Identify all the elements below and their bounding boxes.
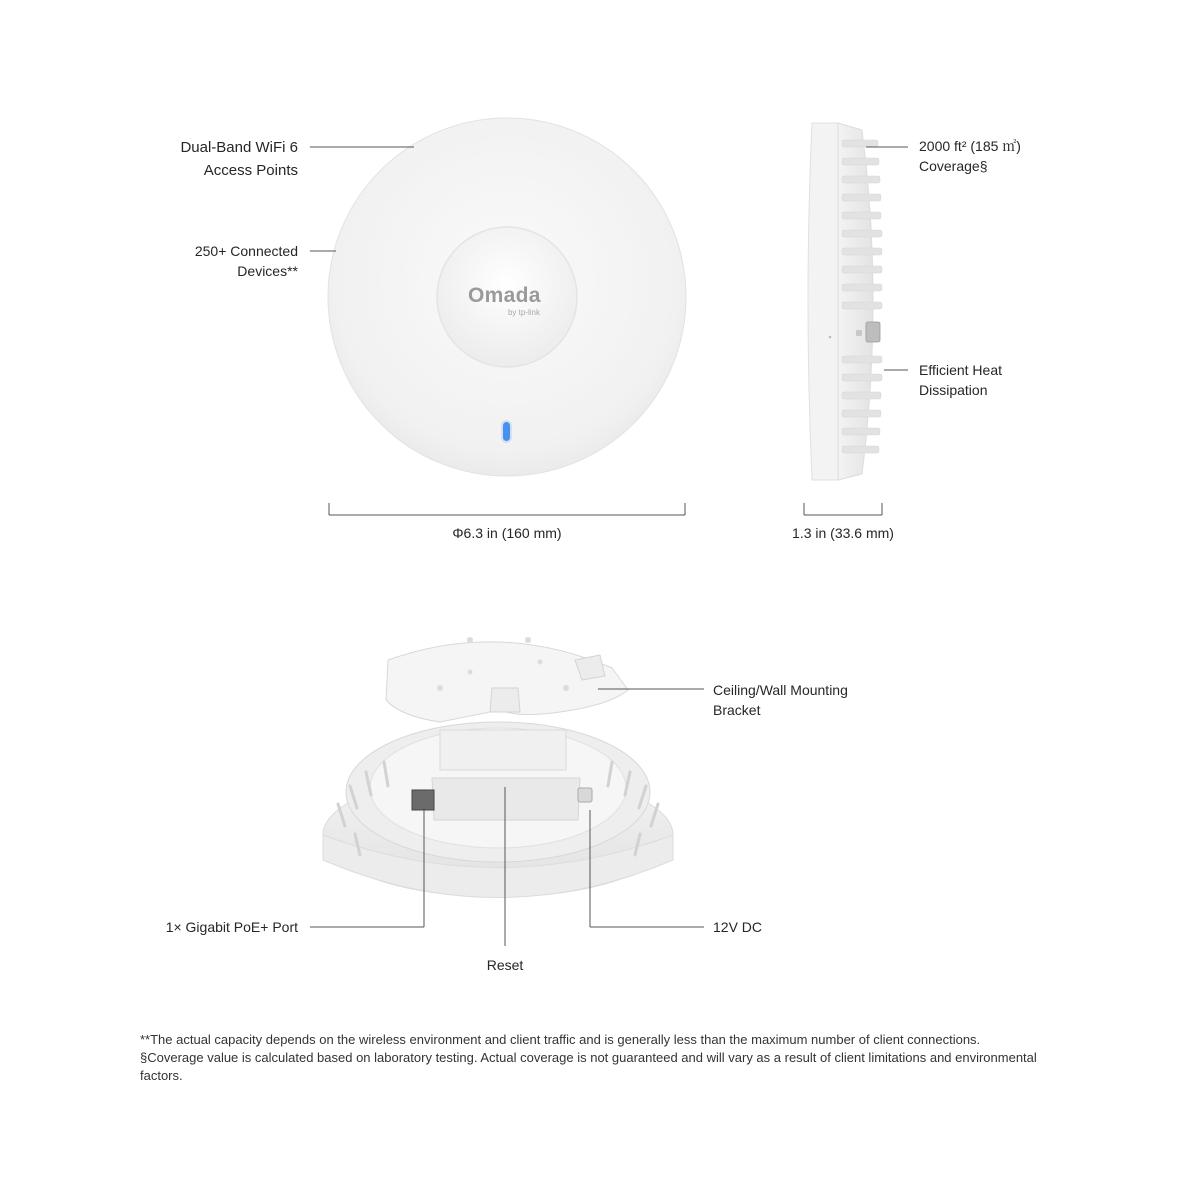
label-dc: 12V DC [713, 919, 763, 935]
label-wifi6-line1: Dual-Band WiFi 6 [180, 139, 298, 156]
label-poe: 1× Gigabit PoE+ Port [165, 919, 298, 935]
label-wifi6 [140, 136, 298, 182]
label-coverage-line1: 2000 ft² (185 ㎡) [919, 138, 1021, 154]
label-thickness: 1.3 in (33.6 mm) [792, 525, 894, 541]
label-diameter: Φ6.3 in (160 mm) [452, 525, 562, 541]
label-bracket-line2: Bracket [713, 702, 761, 718]
label-devices-line1: 250+ Connected [194, 243, 298, 259]
footnote-coverage: §Coverage value is calculated based on laboratory testing. Actual coverage is not guaranteed and will vary as a result of client limitations and environmental factors. [140, 1050, 1037, 1083]
label-bracket [713, 680, 933, 720]
label-heat-line1: Efficient Heat [919, 362, 1003, 378]
label-devices [140, 241, 298, 281]
label-heat [919, 360, 1119, 400]
label-wifi6-line2: Access Points [203, 162, 298, 179]
footnote-capacity: **The actual capacity depends on the wireless environment and client traffic and is generally less than the maximum number of client connections. [140, 1032, 981, 1047]
label-coverage [919, 136, 1119, 176]
omada-logo [468, 284, 548, 324]
label-heat-line2: Dissipation [919, 382, 988, 398]
access-point-side-view [808, 123, 882, 480]
footnotes [140, 1031, 1070, 1085]
logo-sub: by tp-link [507, 308, 540, 317]
label-reset: Reset [486, 957, 524, 973]
label-devices-line2: Devices** [237, 263, 298, 279]
access-point-bottom-view [323, 637, 673, 898]
logo-brand: Omada [468, 284, 541, 307]
label-coverage-line2: Coverage§ [919, 158, 988, 174]
label-bracket-line1: Ceiling/Wall Mounting [713, 682, 848, 698]
